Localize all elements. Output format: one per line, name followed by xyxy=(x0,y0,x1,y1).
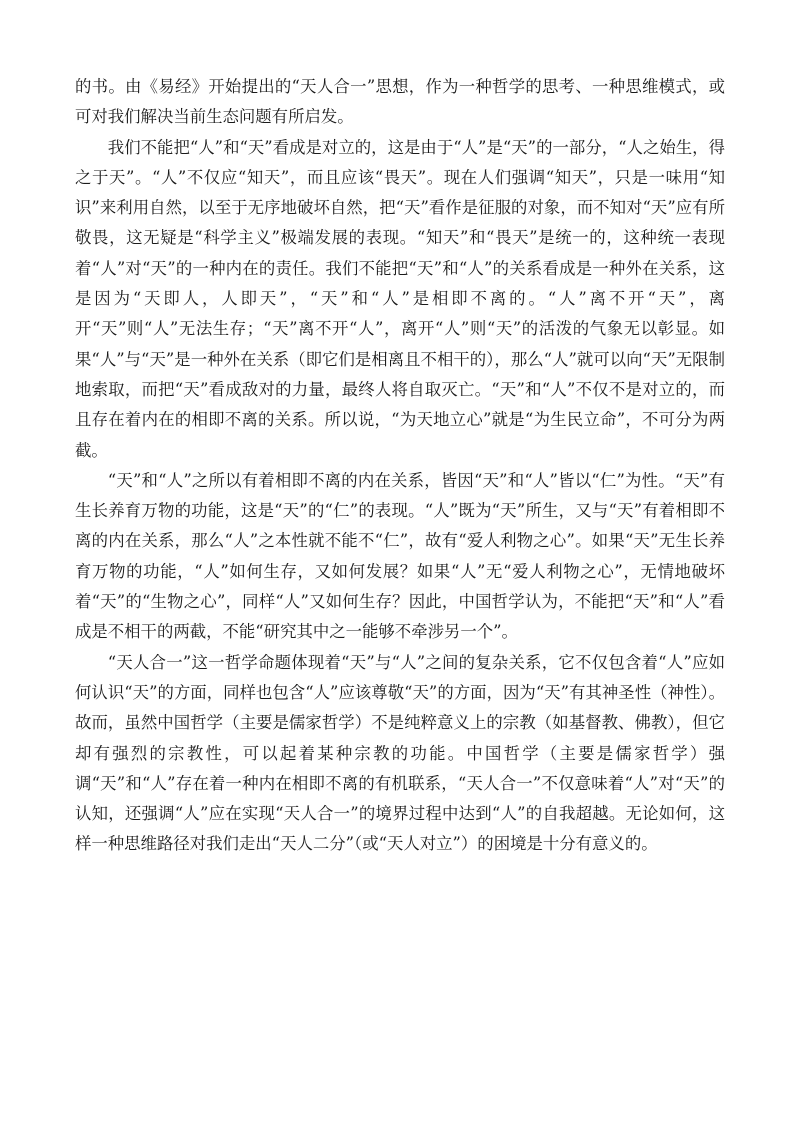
paragraph-continuation: 的书。由《易经》开始提出的“天人合一”思想，作为一种哲学的思考、一种思维模式，或可对我们解决当前生态问题有所启发。 xyxy=(75,77,725,127)
paragraph-unity-of-heaven-and-man: “天人合一”这一哲学命题体现着“天”与“人”之间的复杂关系，它不仅包含着“人”应如何认识“天”的方面，同样也包含“人”应该尊敬“天”的方面，因为“天”有其神圣性（神性）。故而，虽然中国哲学（主要是儒家哲学）不是纯粹意义上的宗教（如基督教、佛教），但它却有强烈的宗教性，可以起着某种宗教的功能。中国哲学（主要是儒家哲学）强调“天”和“人”存在着一种内在相即不离的有机联系，“天人合一”不仅意味着“人”对“天”的认知，还强调“人”应在实现“天人合一”的境界过程中达到“人”的自我超越。无论如何，这样一种思维路径对我们走出“天人二分”（或“天人对立”）的困境是十分有意义的。 xyxy=(75,652,725,854)
paragraph-benevolence-nature: “天”和“人”之所以有着相即不离的内在关系，皆因“天”和“人”皆以“仁”为性。“天”有生长养育万物的功能，这是“天”的“仁”的表现。“人”既为“天”所生，又与“天”有着相即不离的内在关系，那么“人”之本性就不能不“仁”，故有“爱人利物之心”。如果“天”无生长养育万物的功能，“人”如何生存，又如何发展？如果“人”无“爱人利物之心”，无情地破坏着“天”的“生物之心”，同样“人”又如何生存？因此，中国哲学认为，不能把“天”和“人”看成是不相干的两截，不能“研究其中之一能够不牵涉另一个”。 xyxy=(75,470,725,642)
document-page xyxy=(75,72,725,860)
paragraph-know-and-revere-heaven: 我们不能把“人”和“天”看成是对立的，这是由于“人”是“天”的一部分，“人之始生，得之于天”。“人”不仅应“知天”，而且应该“畏天”。现在人们强调“知天”，只是一味用“知识”来利用自然，以至于无序地破坏自然，把“天”看作是征服的对象，而不知对“天”应有所敬畏，这无疑是“科学主义”极端发展的表现。“知天”和“畏天”是统一的，这种统一表现着“人”对“天”的一种内在的责任。我们不能把“天”和“人”的关系看成是一种外在关系，这是因为“天即人，人即天”，“天”和“人”是相即不离的。“人”离不开“天”，离开“天”则“人”无法生存；“天”离不开“人”，离开“人”则“天”的活泼的气象无以彰显。如果“人”与“天”是一种外在关系（即它们是相离且不相干的），那么“人”就可以向“天”无限制地索取，而把“天”看成敌对的力量，最终人将自取灭亡。“天”和“人”不仅不是对立的，而且存在着内在的相即不离的关系。所以说，“为天地立心”就是“为生民立命”，不可分为两截。 xyxy=(75,137,725,460)
